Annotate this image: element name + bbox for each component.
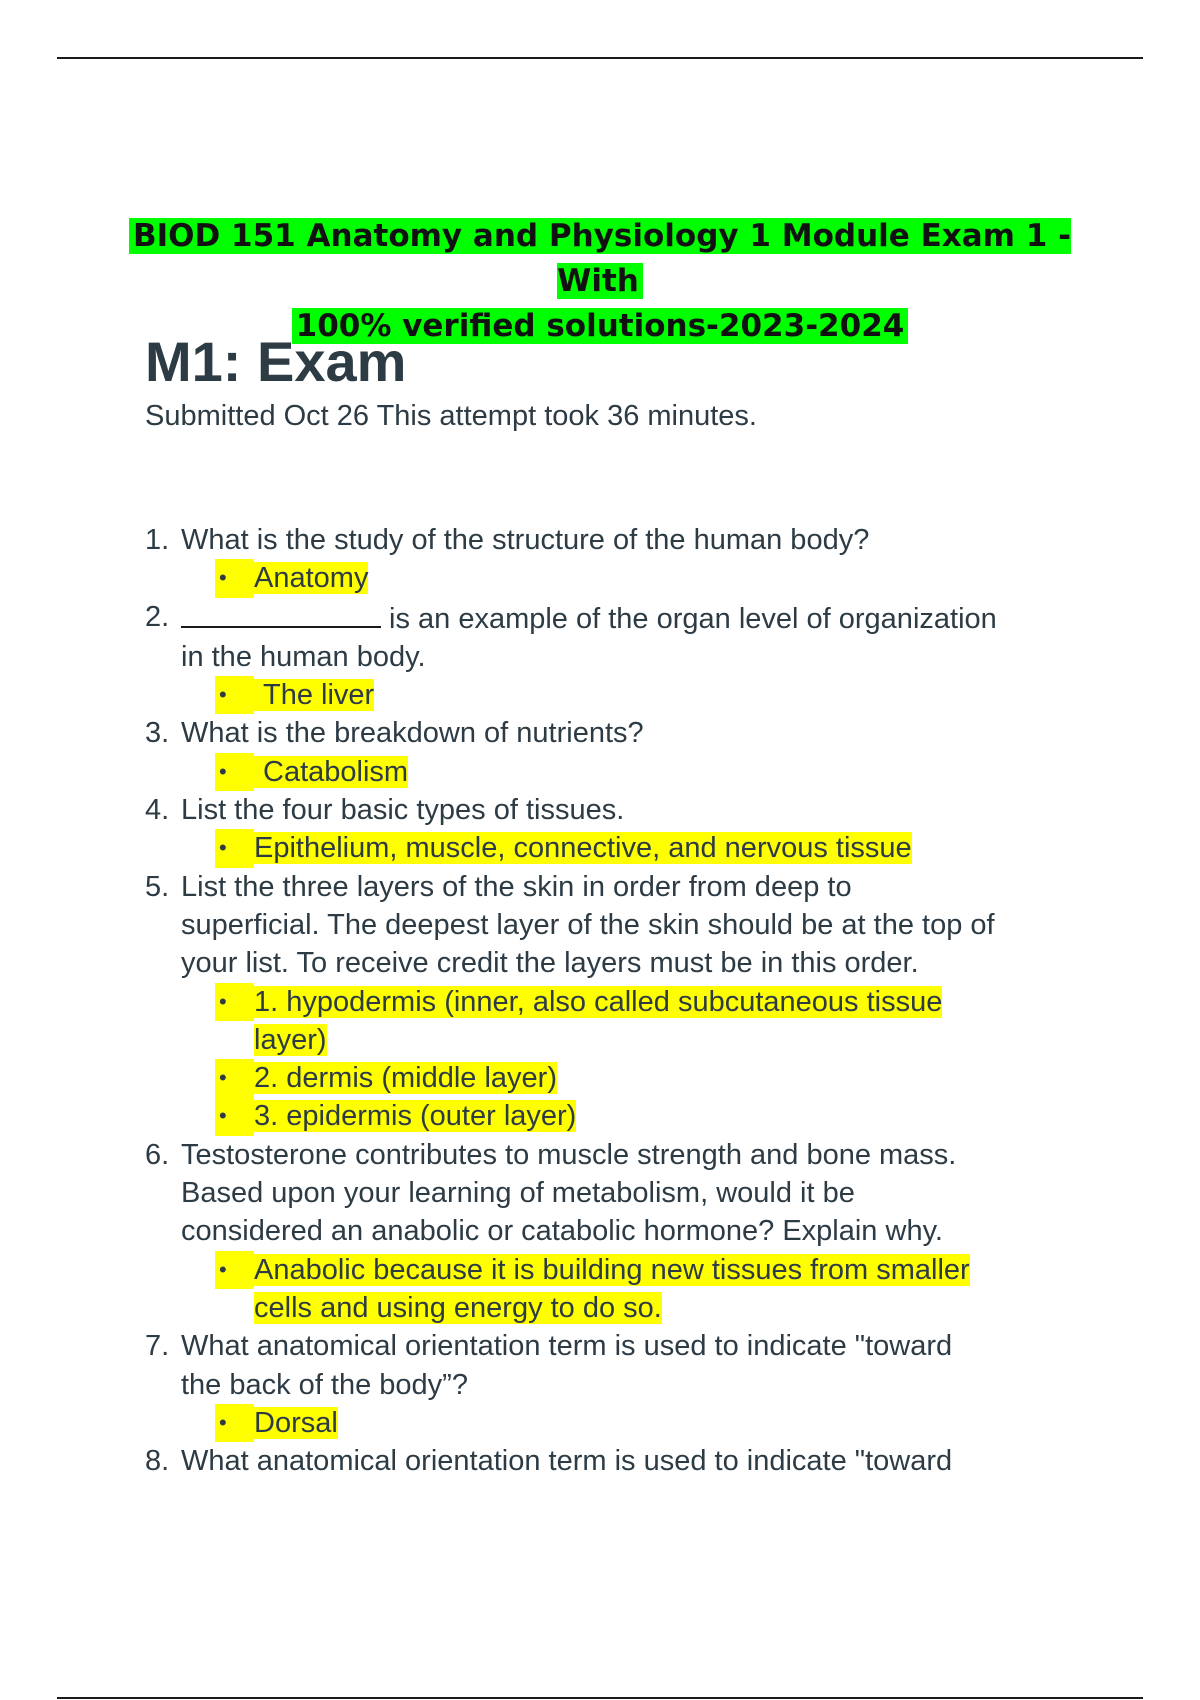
question-number: 4. xyxy=(145,794,170,827)
answer-text: Anatomy xyxy=(254,562,369,595)
question-text: is an example of the organ level of organization xyxy=(389,602,997,635)
answer-text: Catabolism xyxy=(254,756,408,788)
question-2 xyxy=(145,598,1095,677)
question-text: List the three layers of the skin in order from deep to xyxy=(181,870,852,903)
question-text: Testosterone contributes to muscle strength and bone mass. xyxy=(181,1138,957,1171)
question-1 xyxy=(145,521,1095,559)
question-text: What anatomical orientation term is used to indicate "toward xyxy=(181,1445,953,1478)
question-list xyxy=(145,521,1095,1480)
question-number: 8. xyxy=(145,1445,170,1478)
question-text: considered an anabolic or catabolic hormone? Explain why. xyxy=(181,1215,943,1248)
answer-text: 1. hypodermis (inner, also called subcutaneous tissue xyxy=(254,985,943,1018)
answer-3 xyxy=(145,753,1095,791)
answer-6 xyxy=(145,1251,1095,1328)
question-text: List the four basic types of tissues. xyxy=(181,794,625,827)
bottom-rule xyxy=(57,1697,1143,1699)
document-title xyxy=(120,214,1080,349)
question-text: Based upon your learning of metabolism, would it be xyxy=(181,1177,855,1210)
question-text: What is the study of the structure of the human body? xyxy=(181,524,870,556)
question-8 xyxy=(145,1442,1095,1480)
answer-text: 2. dermis (middle layer) xyxy=(254,1062,557,1095)
question-text: in the human body. xyxy=(181,640,426,673)
answer-text: layer) xyxy=(254,1023,327,1056)
question-7 xyxy=(145,1327,1095,1404)
bullet-icon xyxy=(215,1097,254,1135)
question-text: What is the breakdown of nutrients? xyxy=(181,717,644,750)
answer-7 xyxy=(145,1404,1095,1442)
bullet-icon xyxy=(215,1251,254,1289)
bullet-icon xyxy=(215,1404,254,1442)
bullet-icon xyxy=(215,1059,254,1097)
question-3 xyxy=(145,714,1095,752)
question-text: What anatomical orientation term is used to indicate "toward xyxy=(181,1330,953,1363)
question-6 xyxy=(145,1136,1095,1251)
exam-heading: M1: Exam xyxy=(145,330,407,393)
bullet-icon xyxy=(215,983,254,1021)
question-text: the back of the body”? xyxy=(181,1368,468,1401)
top-rule xyxy=(57,57,1143,59)
answer-text: Anabolic because it is building new tissues from smaller xyxy=(254,1253,970,1286)
title-line-2: 100% verified solutions-2023-2024 xyxy=(292,308,909,344)
question-4 xyxy=(145,791,1095,829)
answer-text: 3. epidermis (outer layer) xyxy=(254,1100,577,1133)
answer-1 xyxy=(145,559,1095,597)
question-number: 5. xyxy=(145,870,170,903)
answer-5b xyxy=(145,1059,1095,1097)
bullet-icon xyxy=(215,559,254,597)
question-5 xyxy=(145,868,1095,983)
fill-in-blank xyxy=(181,598,381,628)
answer-5a xyxy=(145,983,1095,1060)
bullet-icon xyxy=(215,753,254,791)
answer-text: Epithelium, muscle, connective, and nervous tissue xyxy=(254,832,912,865)
question-number: 1. xyxy=(145,524,170,556)
question-number: 2. xyxy=(145,600,170,633)
bullet-icon xyxy=(215,676,254,714)
question-number: 3. xyxy=(145,717,170,750)
question-text: superficial. The deepest layer of the skin should be at the top of xyxy=(181,908,995,941)
answer-text: cells and using energy to do so. xyxy=(254,1291,662,1324)
bullet-icon xyxy=(215,829,254,867)
question-text: your list. To receive credit the layers must be in this order. xyxy=(181,947,919,980)
answer-text: The liver xyxy=(254,679,374,711)
submission-info: Submitted Oct 26 This attempt took 36 minutes. xyxy=(145,400,757,432)
answer-text: Dorsal xyxy=(254,1406,338,1439)
answer-5c xyxy=(145,1097,1095,1135)
title-line-1: BIOD 151 Anatomy and Physiology 1 Module Exam 1 -With xyxy=(129,218,1071,299)
answer-4 xyxy=(145,829,1095,867)
question-number: 6. xyxy=(145,1138,170,1171)
answer-2 xyxy=(145,676,1095,714)
question-number: 7. xyxy=(145,1330,170,1363)
